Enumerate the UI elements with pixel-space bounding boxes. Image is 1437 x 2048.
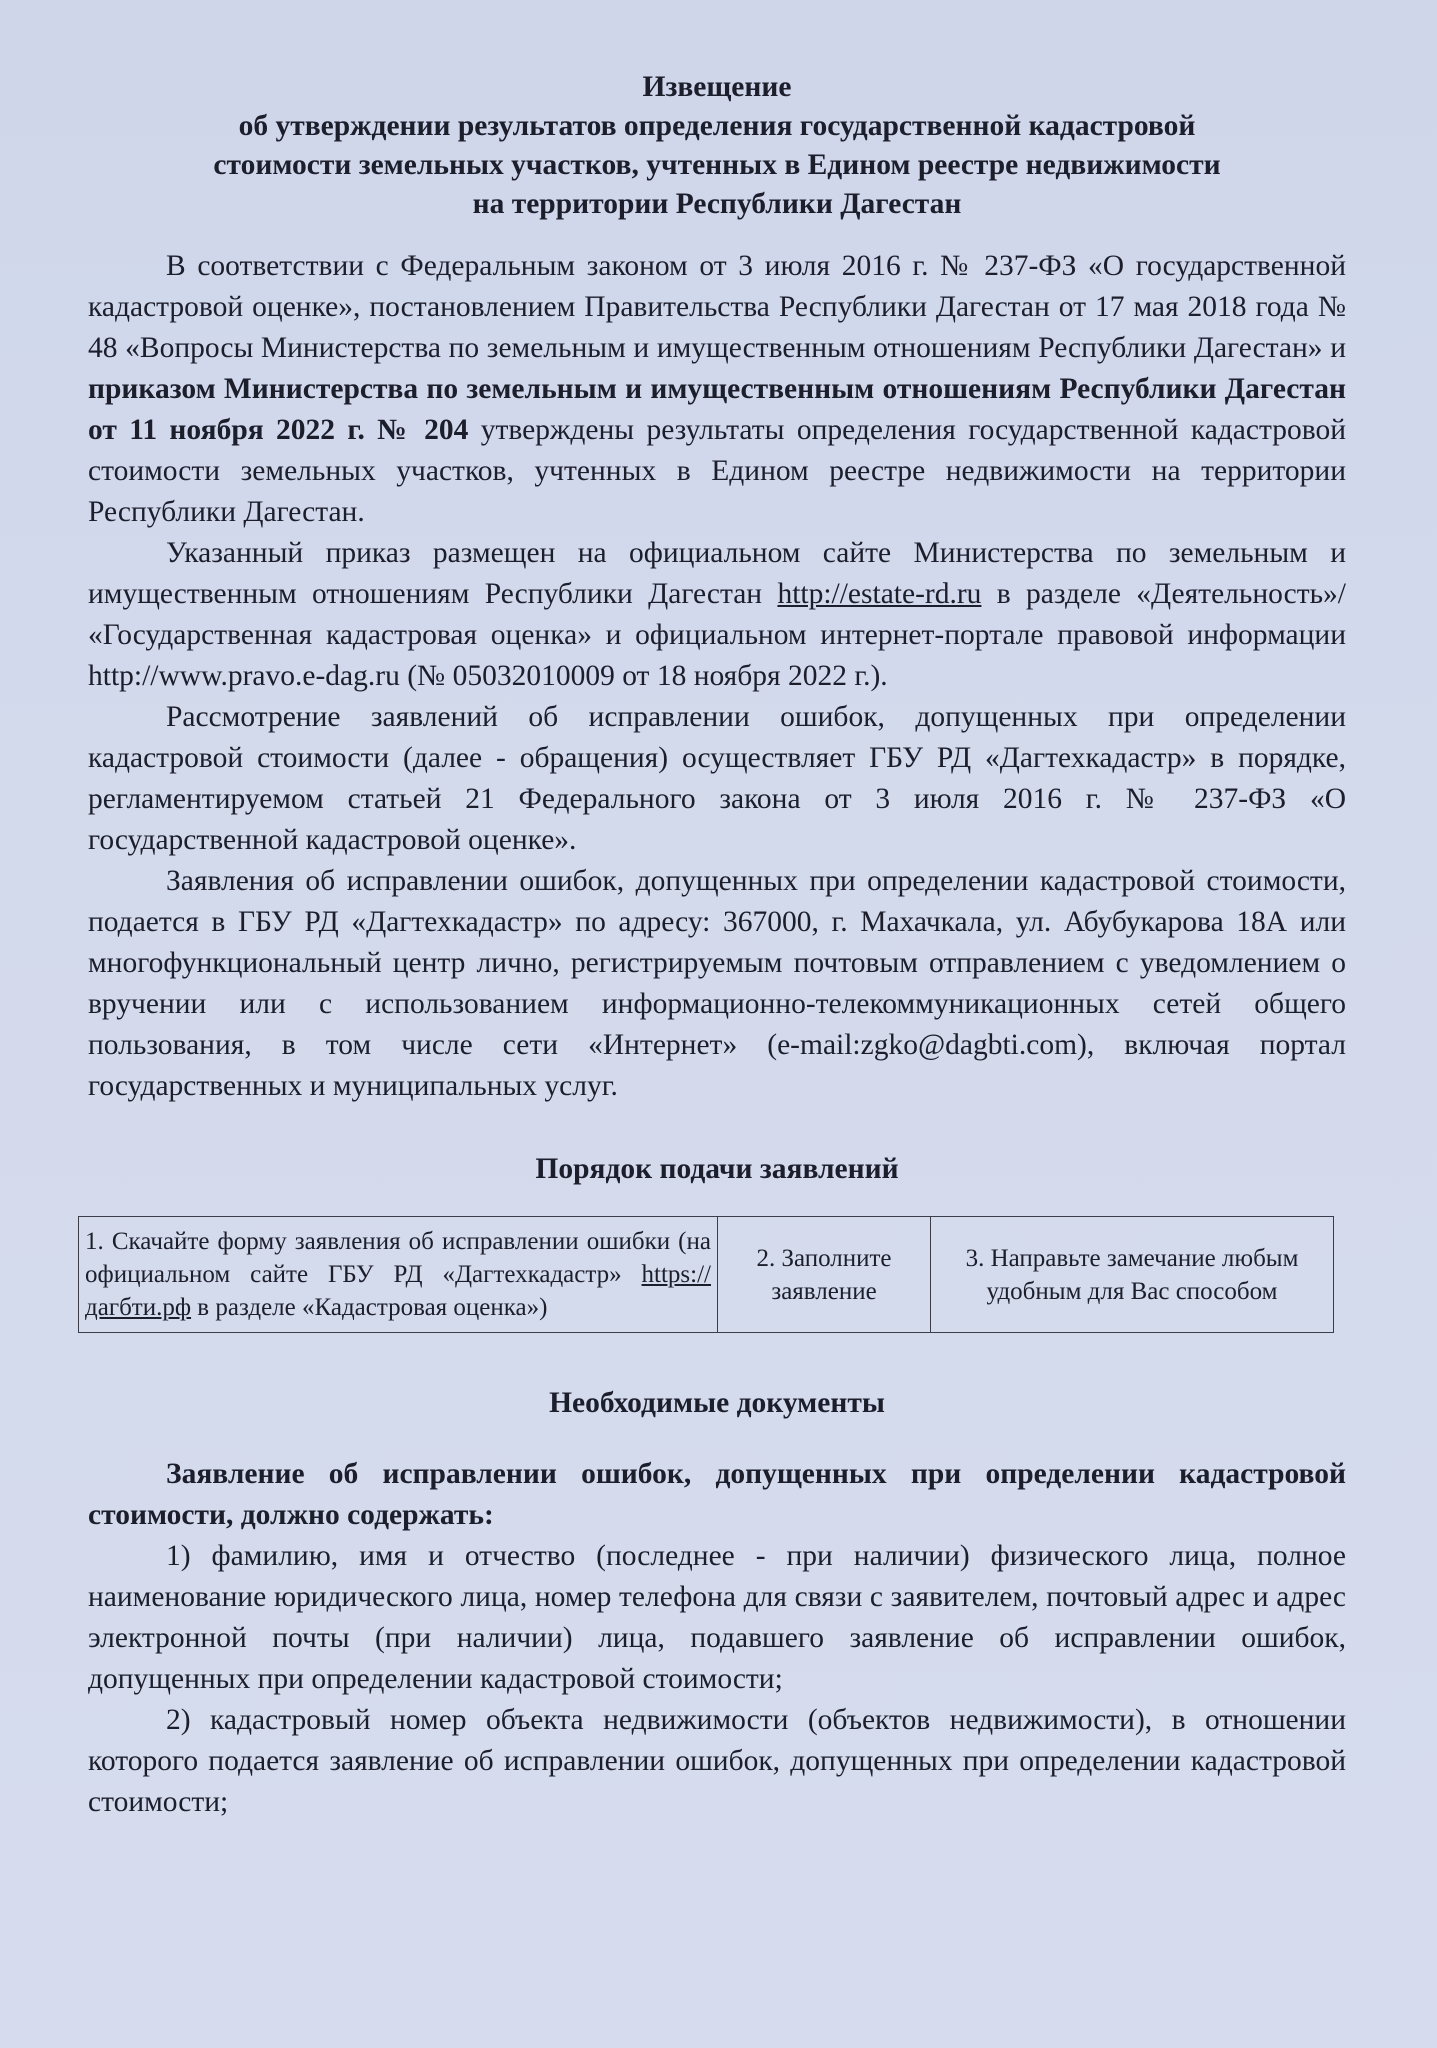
title-line-2: об утверждении результатов определения государственной кадастровой [238, 110, 1196, 142]
paragraph-legal-basis-text-1: В соответствии с Федеральным законом от 3 июля 2016 г. № 237-ФЗ «О государственной кадастровой оценке», постановлением Правительства Республики Дагестан от 17 мая 2018 года № 48 «Вопросы Министерства по земельным и имущественным отношениям Республики Дагестан» и [88, 250, 1346, 364]
title-line-4: на территории Республики Дагестан [472, 188, 962, 220]
paragraph-publication-text-2: в разделе «Деятельность»/ «Государственная кадастровая оценка» и официальном интернет-портале правовой информации http://www.pravo.e-dag.ru (№ 05032010009 от 18 ноября 2022 г.). [88, 578, 1346, 692]
requirement-item-1: 1) фамилию, имя и отчество (последнее - при наличии) физического лица, полное наименование юридического лица, номер телефона для связи с заявителем, почтовый адрес и адрес электронной почты (при наличии) лица, подавшего заявление об исправлении ошибок, допущенных при определении кадастровой стоимости; [88, 1540, 1346, 1695]
steps-section-title: Порядок подачи заявлений [535, 1153, 899, 1185]
estate-rd-link[interactable]: http://estate-rd.ru [777, 578, 982, 610]
step-3-cell: 3. Направьте замечание любым удобным для Вас способом [931, 1217, 1334, 1333]
requirement-item-2: 2) кадастровый номер объекта недвижимости (объектов недвижимости), в отношении которого подается заявление об исправлении ошибок, допущенных при определении кадастровой стоимости; [88, 1704, 1346, 1818]
steps-row [79, 1217, 1334, 1333]
notice-title [128, 68, 1306, 224]
paragraph-legal-basis-bold: приказом Министерства по земельным и имущественным отношениям Республики Дагестан от 11 ноября 2022 г. № 204 [88, 373, 1346, 446]
title-line-3: стоимости земельных участков, учтенных в Едином реестре недвижимости [213, 149, 1221, 181]
step-1-cell [79, 1217, 718, 1333]
step-1-text-2: в разделе «Кадастровая оценка») [191, 1294, 548, 1321]
step-2-cell: 2. Заполните заявление [718, 1217, 931, 1333]
requirements-heading: Заявление об исправлении ошибок, допущенных при определении кадастровой стоимости, должно содержать: [88, 1458, 1346, 1531]
paragraph-publication [88, 533, 1346, 697]
paragraph-legal-basis-text-2: утверждены результаты определения государственной кадастровой стоимости земельных участков, учтенных в Едином реестре недвижимости на территории Республики Дагестан. [88, 414, 1347, 528]
paragraph-review: Рассмотрение заявлений об исправлении ошибок, допущенных при определении кадастровой стоимости (далее - обращения) осуществляет ГБУ РД «Дагтехкадастр» в порядке, регламентируемом статьей 21 Федерального закона от 3 июля 2016 г. № 237-ФЗ «О государственной кадастровой оценке». [88, 701, 1346, 856]
paragraph-publication-text-1: Указанный приказ размещен на официальном сайте Министерства по земельным и имущественным отношениям Республики Дагестан [88, 537, 1346, 610]
paragraph-legal-basis [88, 246, 1346, 533]
documents-section-title: Необходимые документы [549, 1387, 885, 1419]
steps-table [78, 1216, 1334, 1333]
paragraph-submission: Заявления об исправлении ошибок, допущенных при определении кадастровой стоимости, подается в ГБУ РД «Дагтехкадастр» по адресу: 367000, г. Махачкала, ул. Абубукарова 18А или многофункциональный центр лично, регистрируемым почтовым отправлением с уведомлением о вручении или с использованием информационно-телекоммуникационных сетей общего пользования, в том числе сети «Интернет» (e-mail:zgko@dagbti.com), включая портал государственных и муниципальных услуг. [88, 865, 1346, 1102]
step-1-text-1: 1. Скачайте форму заявления об исправлении ошибки (на официальном сайте ГБУ РД «Дагтехкадастр» [85, 1228, 711, 1288]
dagbti-link[interactable]: https://дагбти.рф [85, 1261, 711, 1321]
document-content [85, 58, 1347, 1823]
title-line-1: Извещение [642, 71, 792, 103]
